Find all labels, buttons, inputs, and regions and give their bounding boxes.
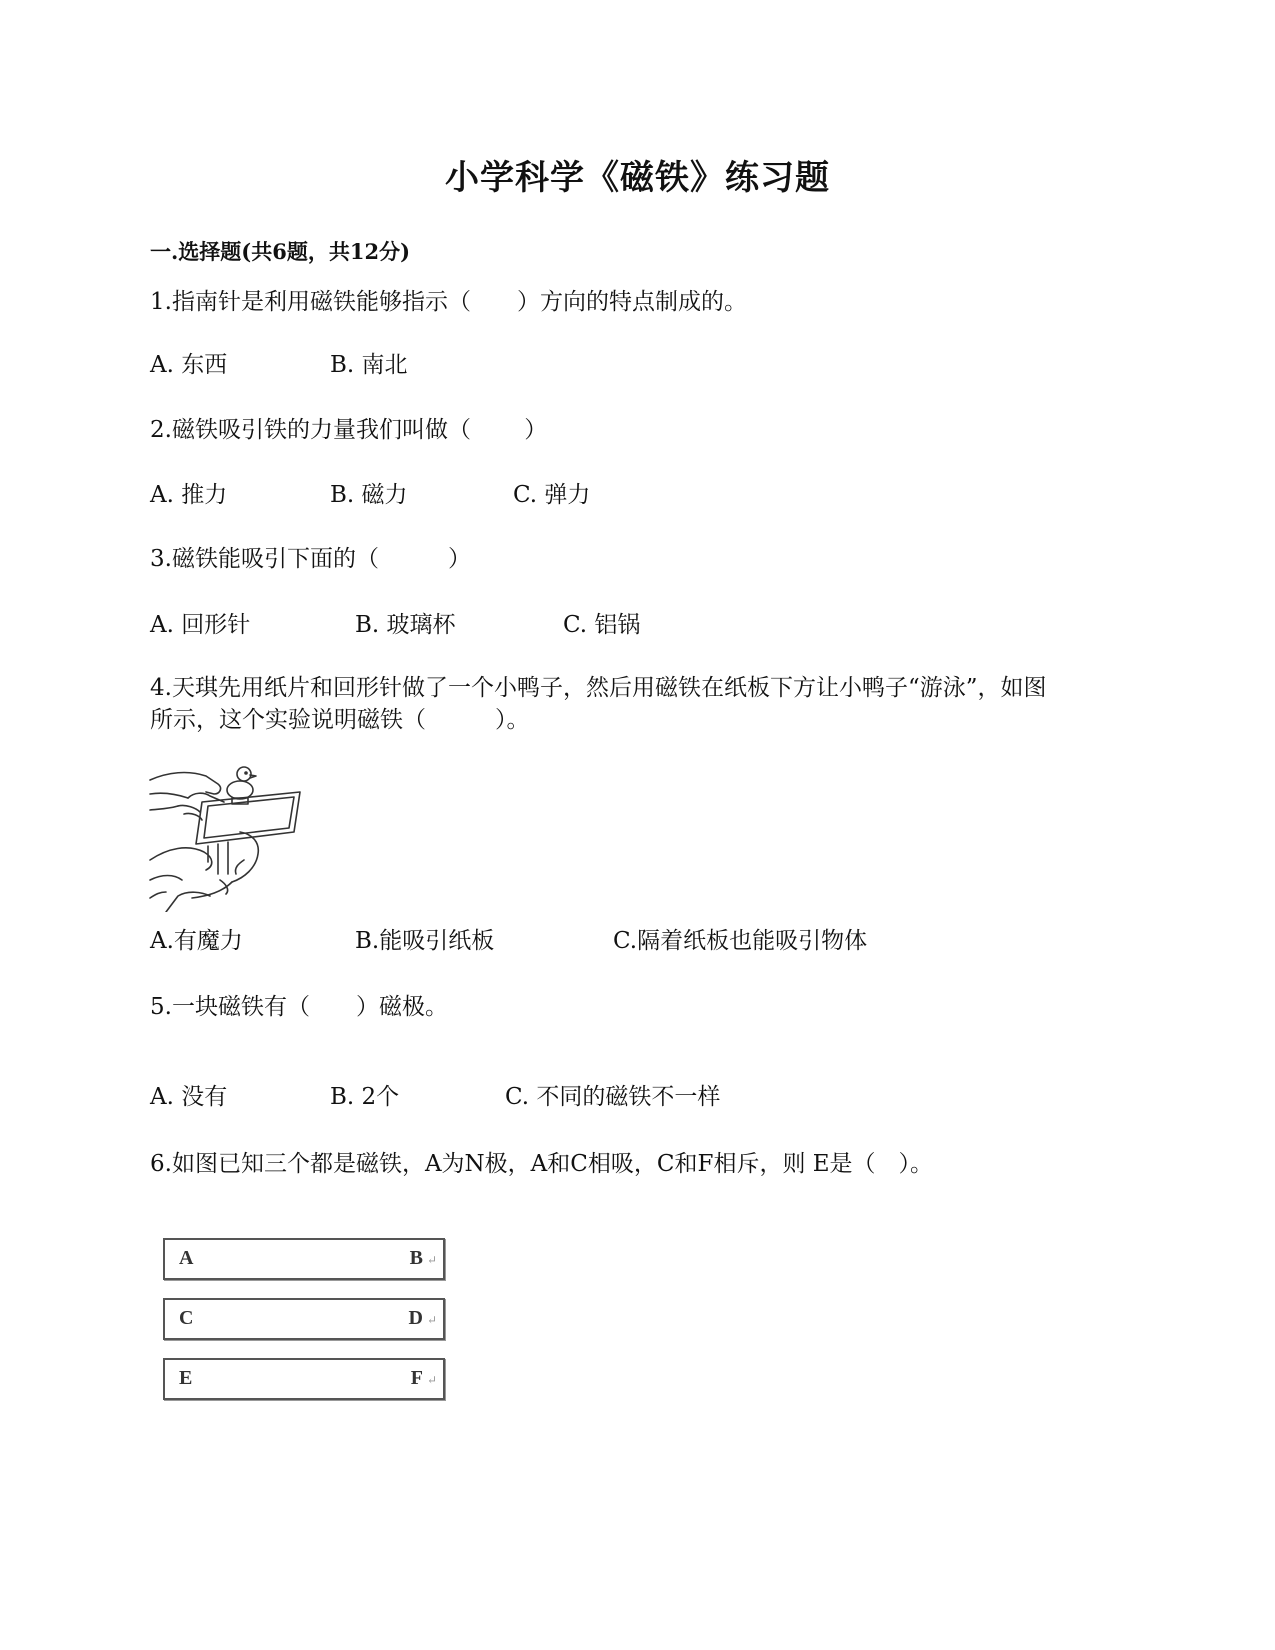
q5-option-a: A. 没有 [150,1084,228,1110]
q1-option-b: B. 南北 [330,352,408,378]
magnet-ef [163,1358,445,1400]
q3-option-a: A. 回形针 [150,612,251,638]
question-4-stem-line2: 所示，这个实验说明磁铁（ ）。 [150,707,530,733]
q4-option-a: A.有魔力 [150,928,243,954]
magnet-pole-label: F [410,1367,423,1389]
return-mark-icon: ↵ [426,1253,437,1267]
magnet-ab [163,1238,445,1280]
q2-option-b: B. 磁力 [330,482,408,508]
question-4-stem-line1: 4.天琪先用纸片和回形针做了一个小鸭子，然后用磁铁在纸板下方让小鸭子“游泳”，如图 [150,675,1047,701]
duck-magnet-illustration [148,762,308,912]
question-1-stem: 1.指南针是利用磁铁能够指示（ ）方向的特点制成的。 [150,289,747,315]
question-5-stem: 5.一块磁铁有（ ）磁极。 [150,994,448,1020]
q1-option-a: A. 东西 [150,352,228,378]
q2-option-c: C. 弹力 [513,482,591,508]
q5-option-c: C. 不同的磁铁不一样 [505,1084,721,1110]
question-2-stem: 2.磁铁吸引铁的力量我们叫做（ ） [150,417,548,443]
question-6-stem: 6.如图已知三个都是磁铁，A为N极，A和C相吸，C和F相斥，则 E是（ ）。 [150,1151,934,1177]
return-mark-icon: ↵ [426,1313,437,1327]
page-title: 小学科学《磁铁》练习题 [445,158,830,198]
magnet-pole-label: E [179,1367,193,1389]
magnet-pole-label: B [409,1247,423,1269]
magnet-pole-label: A [179,1247,194,1269]
return-mark-icon: ↵ [426,1373,437,1387]
q4-option-b: B.能吸引纸板 [355,928,495,954]
section-heading: 一.选择题(共6题，共12分) [150,239,411,264]
magnet-pole-label: C [179,1307,194,1329]
q2-option-a: A. 推力 [150,482,228,508]
magnet-cd [163,1298,445,1340]
q5-option-b: B. 2个 [330,1084,400,1110]
q3-option-c: C. 铝锅 [563,612,641,638]
q4-option-c: C.隔着纸板也能吸引物体 [613,928,868,954]
magnet-pole-label: D [408,1307,423,1329]
q3-option-b: B. 玻璃杯 [355,612,456,638]
question-3-stem: 3.磁铁能吸引下面的（ ） [150,546,471,572]
